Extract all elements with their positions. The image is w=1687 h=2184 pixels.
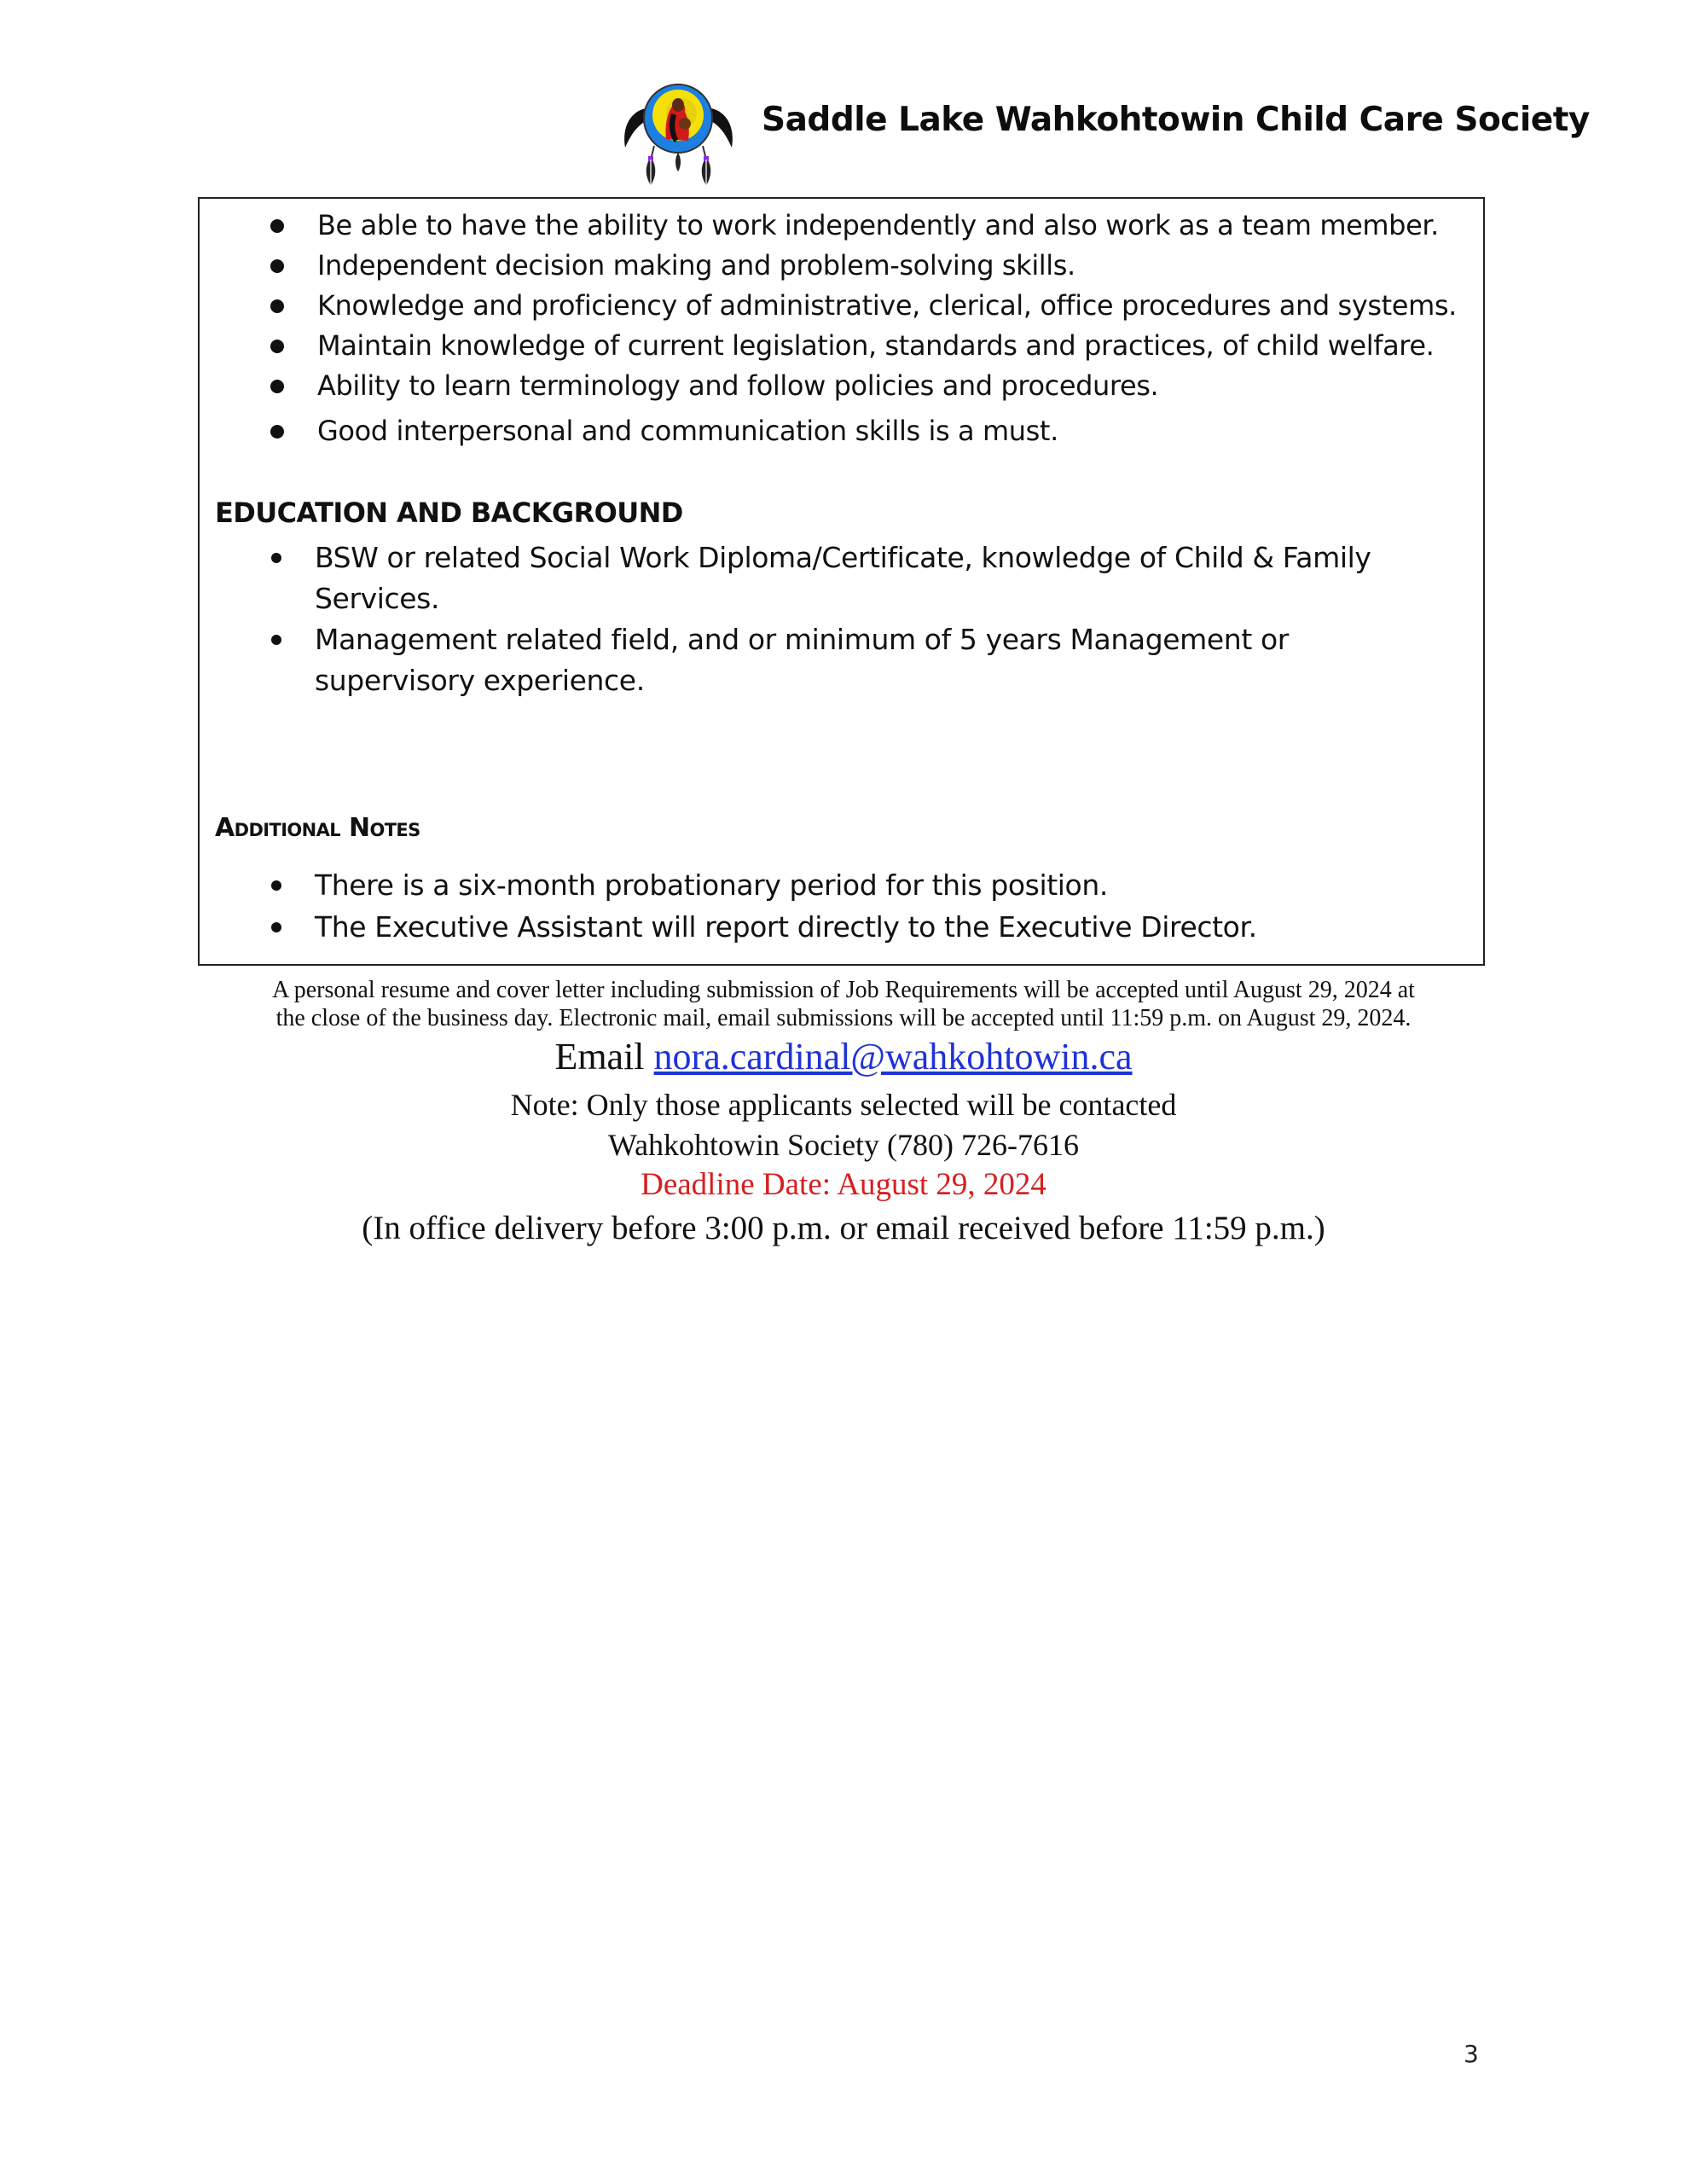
society-logo [617,64,740,188]
email-link[interactable]: nora.cardinal@wahkohtowin.ca [653,1036,1133,1077]
submission-info-line-1: A personal resume and cover letter including submission of Job Requirements will be accepted until August 29, 2024 at [272,977,1415,1003]
phone-line: Wahkohtowin Society (780) 726-7616 [607,1128,1080,1162]
bullet-icon [270,425,284,439]
email-line [0,1035,1687,1078]
deadline-date: Deadline Date: August 29, 2024 [641,1167,1046,1202]
additional-notes-heading: Additional Notes [215,813,420,843]
education-heading: EDUCATION AND BACKGROUND [215,497,683,529]
delivery-note: (In office delivery before 3:00 p.m. or email received before 11:59 p.m.) [362,1210,1325,1246]
bullet-icon [271,922,281,932]
bullet-icon [271,635,281,645]
bullet-icon [270,340,284,353]
bullet-icon [271,553,281,563]
bullet-icon [270,299,284,313]
page-number: 3 [1464,2040,1479,2068]
email-label: Email [554,1036,654,1077]
organization-name: Saddle Lake Wahkohtowin Child Care Society [762,101,1590,139]
requirements-box: Be able to have the ability to work independently and also work as a team member. Independent decision making and problem-solving skills. Knowledge and proficiency of administrative, clerical, office procedures and systems. Maintain knowledge of current legislation, standards and practices, of child welfare. Ability to learn terminology and follow policies and procedures. Good interpersonal and communication skills is a must. EDUCATION AND BACKGROUND BSW or related Social Work Diploma/Certificate, knowledge of Child & Family Services. Management related field, and or minimum of 5 years Management or supervisory experience. Additional Notes There is a six-month probationary period for this position. The Executive Assistant will report directly to the Executive Director. [198,197,1485,966]
bullet-icon [271,880,281,891]
bullet-icon [270,380,284,393]
selection-note: Note: Only those applicants selected will be contacted [510,1088,1177,1122]
bullet-icon [270,219,284,233]
bullet-icon [270,259,284,273]
submission-info-line-2: the close of the business day. Electronic mail, email submissions will be accepted until 11:59 p.m. on August 29, 2024. [275,1005,1412,1031]
